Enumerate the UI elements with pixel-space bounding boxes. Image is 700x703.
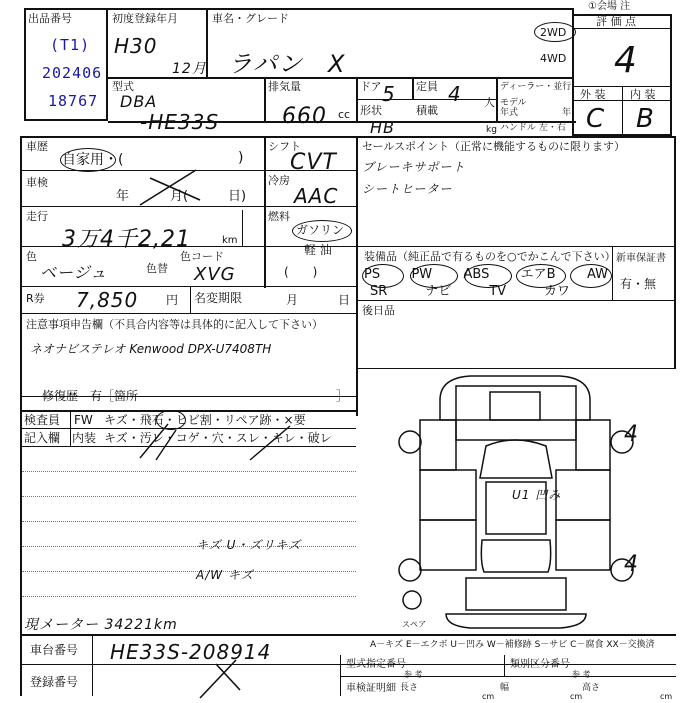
wheel-mark-front: 4 xyxy=(624,422,639,447)
reg-year: H30 xyxy=(114,34,158,58)
notice-value: ネオナビステレオ Kenwood DPX-U7408TH xyxy=(30,342,272,356)
inspection-month: 月( xyxy=(170,189,189,204)
inspection-day: 日) xyxy=(228,189,247,204)
load-label: 積載 xyxy=(416,104,438,117)
cert-label: 車検証明細 xyxy=(346,683,396,694)
shape-label: 形状 xyxy=(360,104,382,117)
class-label: 類別区分番号 xyxy=(510,659,570,670)
damage-legend: A－キズ E－エクボ U－凹み W－補修跡 S－サビ C－腐食 XX－交換済 xyxy=(370,640,655,650)
int-grade: B xyxy=(636,104,655,134)
lot-date: 202406 xyxy=(42,64,103,82)
ext-grade: C xyxy=(586,104,606,134)
mileage-unit: km xyxy=(222,235,238,246)
mileage-value: 3万4千2,21 xyxy=(62,227,191,252)
recycle-label: R券 xyxy=(26,292,45,305)
model-year-unit: 年 xyxy=(562,108,572,118)
color-code: XVG xyxy=(194,264,236,285)
ext-label: 外 装 xyxy=(580,88,606,101)
hw-note-2: A/W キズ xyxy=(196,568,254,582)
capacity-value: 4 xyxy=(448,82,462,106)
name-label: 車名・グレード xyxy=(212,12,289,25)
door-label: ドア xyxy=(360,80,382,93)
fuel-paren: ( ) xyxy=(284,265,318,279)
sales-line2: シートヒーター xyxy=(362,182,453,196)
meigi-day: 日 xyxy=(338,293,351,307)
sales-line1: ブレーキサポート xyxy=(362,160,466,174)
model-year-label: モデル年式 xyxy=(500,98,527,118)
car-name: ラパン X xyxy=(228,50,346,78)
color-value: ベージュ xyxy=(40,263,108,282)
door-value: 5 xyxy=(382,82,396,106)
warranty-label: 新車保証書 xyxy=(616,253,666,264)
reg-year-label: 初度登録年月 xyxy=(112,12,178,25)
equip-tv: TV xyxy=(489,284,507,299)
dealer-label: ディーラー・並行 xyxy=(500,82,572,92)
wheel-mark-rear: 4 xyxy=(624,552,639,577)
row-fw: FW xyxy=(74,413,93,427)
meigi-label: 名変期限 xyxy=(194,291,243,305)
repair-close: ］ xyxy=(336,389,349,403)
type-label: 型式 xyxy=(112,80,134,93)
history-close: ) xyxy=(238,150,244,166)
handle-label: ハンドル 左・右 xyxy=(500,123,566,133)
mileage-label: 走行 xyxy=(26,210,48,223)
color-code-label: 色コード xyxy=(180,250,224,263)
row-fw-codes: キズ・飛石・ヒビ割・リペア跡・×要 xyxy=(104,413,306,427)
notice-label: 注意事項申告欄（不具合内容等は具体的に記入して下さい） xyxy=(26,318,323,331)
fitted-label: 後日品 xyxy=(362,304,395,317)
chassis-label: 車台番号 xyxy=(30,643,79,657)
int-label: 内 装 xyxy=(630,88,656,101)
capacity-unit: 人 xyxy=(484,96,495,109)
recycle-unit: 円 xyxy=(166,293,179,307)
row-int-codes: キズ・汚レ・コゲ・穴・スレ・キレ・破レ xyxy=(104,431,332,445)
cc-label: 排気量 xyxy=(268,80,301,93)
cm-unit-3: cm xyxy=(660,692,673,701)
fuel-gas: ガソリン xyxy=(296,223,345,237)
grade-value: 4 xyxy=(614,40,638,81)
cc-unit: cc xyxy=(338,108,351,121)
ac-label: 冷房 xyxy=(268,174,290,187)
recycle-value: 7,850 xyxy=(76,288,139,312)
lot-label: 出品番号 xyxy=(28,12,72,25)
spare-label: スペア xyxy=(402,620,426,629)
chassis-value: HE33S-208914 xyxy=(110,640,272,664)
meter-note: 現メーター 34221km xyxy=(24,617,178,633)
ac-value: AAC xyxy=(294,184,339,208)
lot-tag: (T1) xyxy=(50,36,91,54)
color-label: 色 xyxy=(26,250,37,263)
inspection-year: 年 xyxy=(116,189,130,204)
equip-leather: カワ xyxy=(543,284,570,299)
history-value: 自家用・( xyxy=(62,152,124,168)
legend-ref-1: 参 考 xyxy=(404,670,423,679)
width-label: 幅 xyxy=(500,683,510,693)
row-int: 内装 xyxy=(72,431,97,445)
inspector-label: 検査員 xyxy=(24,413,61,427)
shape-value: HB xyxy=(370,118,396,137)
cm-unit-2: cm xyxy=(570,692,583,701)
inspection-label: 車検 xyxy=(26,176,48,189)
reg-label: 登録番号 xyxy=(30,675,79,689)
cc-value: 660 xyxy=(282,104,327,129)
shift-value: CVT xyxy=(290,150,337,175)
warranty-value: 有・無 xyxy=(620,277,657,291)
color-no-label: 色替 xyxy=(146,262,168,275)
load-unit: kg xyxy=(486,125,497,135)
equip-ps: PS xyxy=(364,267,381,282)
sales-label: セールスポイント（正常に機能するものに限ります） xyxy=(362,140,626,153)
height-label: 高さ xyxy=(582,683,601,693)
model-prefix: DBA xyxy=(120,92,158,111)
equip-airbag: エアB xyxy=(520,267,556,282)
cm-unit-1: cm xyxy=(482,692,495,701)
meigi-month: 月 xyxy=(286,293,299,307)
drive-4wd: 4WD xyxy=(540,52,567,65)
model-spec-label: 型式指定番号 xyxy=(346,659,406,670)
grade-label: 評 価 点 xyxy=(596,15,636,28)
equip-pw: PW xyxy=(411,267,433,282)
lot-number: 18767 xyxy=(48,92,99,110)
legend-ref-2: 参 考 xyxy=(572,670,591,679)
drive-2wd: 2WD xyxy=(540,26,567,39)
record-label: 記入欄 xyxy=(24,431,61,445)
reg-month: 12月 xyxy=(172,61,207,77)
fuel-label: 燃料 xyxy=(268,210,290,223)
capacity-label: 定員 xyxy=(416,80,438,93)
repair-label: 修復歴 有［箇所 xyxy=(42,389,139,403)
length-label: 長さ xyxy=(400,683,419,693)
equip-abs: ABS xyxy=(463,267,490,282)
fuel-diesel: 軽 油 xyxy=(304,243,332,257)
equip-navi: ナビ xyxy=(425,284,452,299)
equip-sr: SR xyxy=(370,284,388,299)
u1-label: U1 凹み xyxy=(512,488,562,502)
history-label: 車歴 xyxy=(26,140,48,153)
equip-label: 装備品（純正品で有るものを○でかこんで下さい） xyxy=(364,250,616,263)
hw-note-1: キズ U・ズリキズ xyxy=(196,538,302,552)
shift-label: シフト xyxy=(268,140,301,153)
equip-aw: AW xyxy=(586,267,608,282)
model-code: -HE33S xyxy=(140,110,220,134)
corner-text: ①会場 注 xyxy=(588,1,631,12)
